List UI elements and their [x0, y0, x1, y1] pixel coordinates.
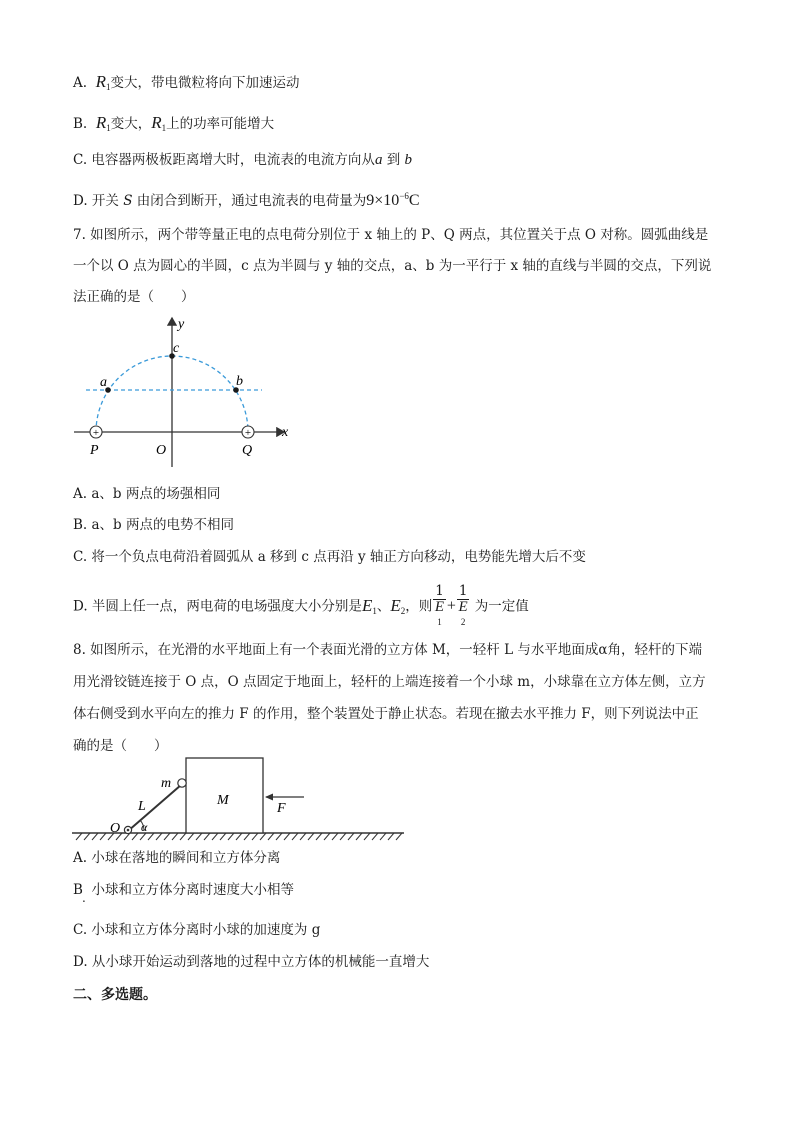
label-p: P [90, 443, 99, 458]
label-o-hinge: O [110, 821, 121, 836]
q8-option-b-dot: . [82, 891, 86, 905]
label-m-cube: M [217, 793, 229, 808]
label-alpha: α [141, 820, 148, 834]
label-b: b [236, 374, 243, 389]
q8-option-b: B 小球和立方体分离时速度大小相等 [73, 882, 295, 898]
q7-stem-line-1: 7. 如图所示，两个带等量正电的点电荷分别位于 x 轴上的 P、Q 两点，其位置关于点 O 对称。圆弧曲线是 [73, 227, 709, 243]
rod-l [128, 785, 181, 831]
q7-option-c: C. 将一个负点电荷沿着圆弧从 a 移到 c 点再沿 y 轴正方向移动，电势能先增大后不变 [73, 549, 586, 565]
label-f: F [277, 801, 286, 816]
ground-hatching [76, 833, 402, 840]
q7-stem-line-3: 法正确的是（ ） [73, 289, 195, 305]
svg-text:+: + [244, 427, 252, 439]
label-c: c [173, 341, 180, 356]
q8-stem-line-4: 确的是（ ） [73, 738, 168, 754]
fraction-1-over-e1: 1 E 1 [434, 583, 445, 627]
label-a: a [100, 375, 107, 390]
label-m-small: m [161, 776, 172, 791]
q6-option-a: A. $R_1$变大，带电微粒将向下加速运动 [73, 72, 300, 92]
q8-stem-line-3: 体右侧受到水平向左的推力 F 的作用，整个装置处于静止状态。若现在撤去水平推力 F，则下列说法中正 [73, 706, 699, 722]
q7-option-b: B. a、b 两点的电势不相同 [73, 517, 234, 533]
label-y: y [178, 317, 185, 332]
label-x: x [282, 425, 289, 440]
label-o: O [156, 443, 167, 458]
q7-charge-diagram [72, 312, 302, 472]
q8-option-d: D. 从小球开始运动到落地的过程中立方体的机械能一直增大 [73, 954, 430, 970]
q8-stem-line-1: 8. 如图所示，在光滑的水平地面上有一个表面光滑的立方体 M，一轻杆 L 与水平地面成α角，轻杆的下端 [73, 642, 702, 658]
svg-text:+: + [92, 427, 100, 439]
q6-option-d: D. 开关 S 由闭合到断开，通过电流表的电荷量为$9\times 10^{-6}C$ [73, 191, 420, 209]
q8-stem-line-2: 用光滑铰链连接于 O 点，O 点固定于地面上，轻杆的上端连接着一个小球 m，小球靠在立方体左侧，立方 [73, 674, 706, 690]
q8-option-a: A. 小球在落地的瞬间和立方体分离 [73, 850, 281, 866]
q6-option-b: B. $R_1$变大，$R_1$上的功率可能增大 [73, 113, 275, 133]
q8-cube-rod-diagram [72, 752, 408, 844]
q6-option-c: C. 电容器两极板距离增大时，电流表的电流方向从a 到 b [73, 152, 413, 168]
q7-option-a: A. a、b 两点的场强相同 [73, 486, 221, 502]
q8-option-c: C. 小球和立方体分离时小球的加速度为 g [73, 922, 321, 938]
q7-stem-line-2: 一个以 O 点为圆心的半圆，c 点为半圆与 y 轴的交点，a、b 为一平行于 x 轴的直线与半圆的交点，下列说 [73, 258, 712, 274]
label-l: L [138, 799, 146, 814]
r1-symbol: $R_1$ [95, 72, 111, 92]
label-q: Q [242, 443, 253, 458]
q7-option-d: D. 半圆上任一点，两电荷的电场强度大小分别是$E_1$、$E_2$，则 1 E 1 + 1 E 2 为一定值 [73, 584, 529, 630]
section-heading-multiple-choice: 二、多选题。 [73, 987, 157, 1003]
ball-m [178, 779, 186, 787]
fraction-1-over-e2: 1 E 2 [458, 583, 468, 627]
